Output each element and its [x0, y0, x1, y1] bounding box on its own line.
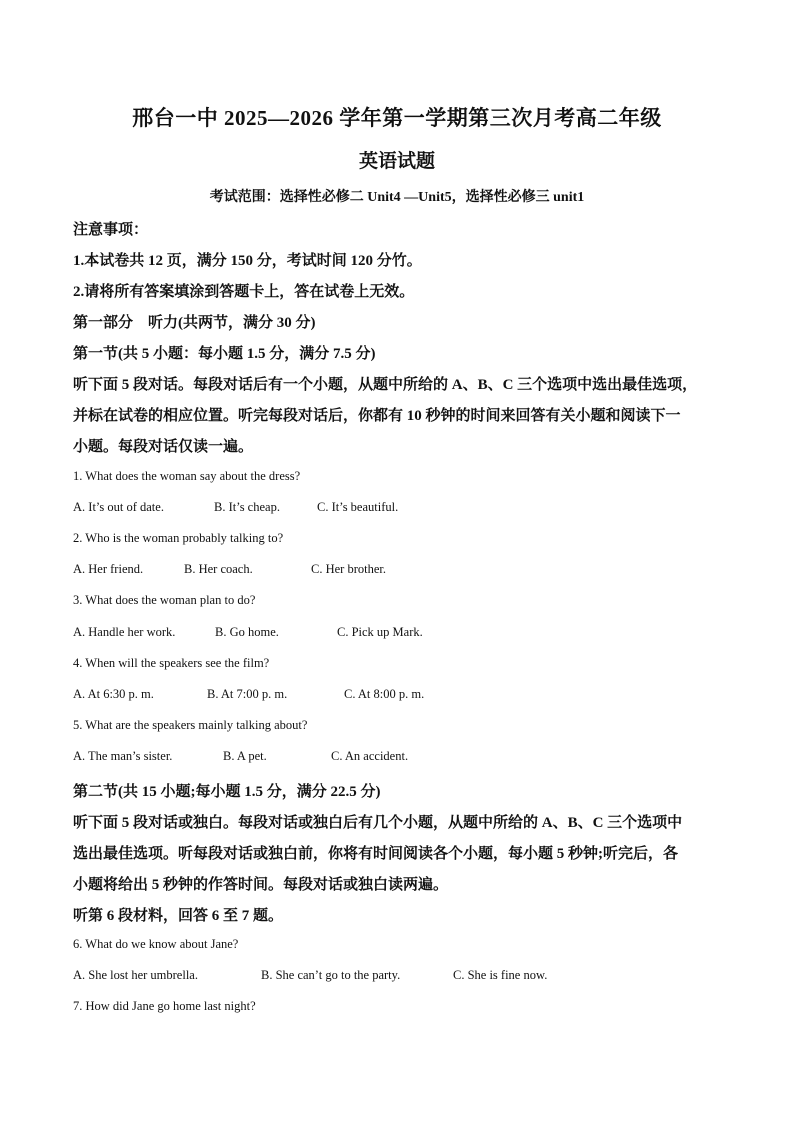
exam-subject-title: 英语试题: [358, 151, 435, 172]
notice-item-1: 1.本试卷共 12 页，满分 150 分，考试时间 120 分竹。: [73, 253, 422, 269]
option-b: B. It’s cheap.: [214, 500, 280, 514]
part1-heading: 第一部分 听力(共两节，满分 30 分): [73, 315, 316, 331]
option-c: C. Pick up Mark.: [337, 625, 423, 639]
option-b: B. Her coach.: [184, 562, 253, 576]
question-stem: 2. Who is the woman probably talking to?: [73, 531, 284, 545]
option-a: A. She lost her umbrella.: [73, 968, 198, 982]
option-b: B. She can’t go to the party.: [261, 968, 401, 982]
section1-instruction-line: 听下面 5 段对话。每段对话后有一个小题，从题中所给的 A、B、C 三个选项中选出最佳选项，: [73, 377, 698, 393]
question-stem: 5. What are the speakers mainly talking about?: [73, 718, 308, 732]
notice-heading: 注意事项：: [73, 222, 149, 238]
option-b: B. Go home.: [215, 625, 279, 639]
option-a: A. The man’s sister.: [73, 749, 173, 763]
section1-instruction-line: 并标在试卷的相应位置。听完每段对话后，你都有 10 秒钟的时间来回答有关小题和阅读下一: [73, 408, 681, 424]
section1-instruction-line: 小题。每段对话仅读一遍。: [73, 439, 254, 455]
exam-scope: 考试范围：选择性必修二 Unit4 —Unit5，选择性必修三 unit1: [209, 190, 585, 205]
option-a: A. Her friend.: [73, 562, 144, 576]
question-stem: 3. What does the woman plan to do?: [73, 593, 256, 607]
option-a: A. At 6:30 p. m.: [73, 687, 154, 701]
section2-heading: 第二节(共 15 小题;每小题 1.5 分，满分 22.5 分): [73, 784, 381, 800]
section2-instruction-line: 小题将给出 5 秒钟的作答时间。每段对话或独白读两遍。: [73, 877, 449, 893]
question-stem: 7. How did Jane go home last night?: [73, 999, 256, 1013]
question-stem: 6. What do we know about Jane?: [73, 937, 239, 951]
option-a: A. It’s out of date.: [73, 500, 164, 514]
section1-heading: 第一节(共 5 小题：每小题 1.5 分，满分 7.5 分): [73, 346, 376, 362]
question-stem: 1. What does the woman say about the dress?: [73, 469, 301, 483]
option-b: B. At 7:00 p. m.: [207, 687, 288, 701]
question-stem: 4. When will the speakers see the film?: [73, 656, 270, 670]
section2-instruction-line: 选出最佳选项。听每段对话或独白前，你将有时间阅读各个小题，每小题 5 秒钟;听完后，各: [73, 846, 678, 862]
notice-item-2: 2.请将所有答案填涂到答题卡上，答在试卷上无效。: [73, 284, 415, 300]
option-c: C. An accident.: [331, 749, 409, 763]
option-c: C. Her brother.: [311, 562, 386, 576]
option-b: B. A pet.: [223, 749, 267, 763]
exam-title: 邢台一中 2025—2026 学年第一学期第三次月考高二年级: [132, 106, 662, 130]
material-heading: 听第 6 段材料，回答 6 至 7 题。: [73, 908, 284, 924]
option-a: A. Handle her work.: [73, 625, 176, 639]
section2-instruction-line: 听下面 5 段对话或独白。每段对话或独白后有几个小题，从题中所给的 A、B、C 三个选项中: [73, 815, 683, 831]
option-c: C. At 8:00 p. m.: [344, 687, 425, 701]
option-c: C. It’s beautiful.: [317, 500, 399, 514]
option-c: C. She is fine now.: [453, 968, 548, 982]
